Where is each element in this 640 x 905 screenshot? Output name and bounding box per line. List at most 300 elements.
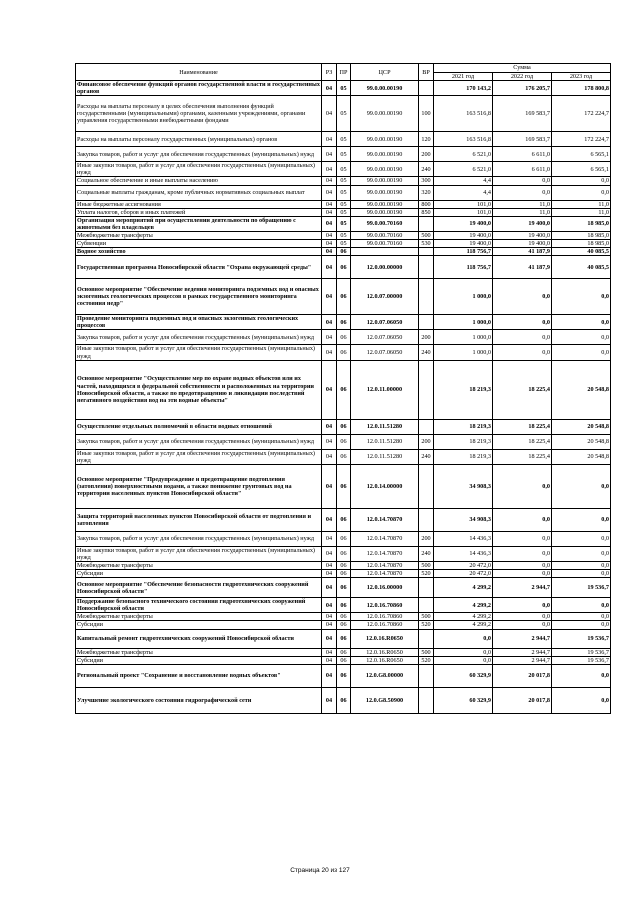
- table-row: [76, 132, 611, 147]
- row-sum-2021: 6 521,0: [434, 147, 493, 162]
- row-vr: 850: [419, 208, 434, 216]
- row-vr: [419, 508, 434, 531]
- row-pr: 06: [337, 279, 351, 315]
- row-sum-2022: 0,0: [493, 598, 552, 613]
- header-pr: ПР: [337, 64, 351, 81]
- row-rz: 04: [322, 315, 337, 330]
- row-sum-2021: 14 436,3: [434, 531, 493, 546]
- row-rz: 04: [322, 185, 337, 200]
- row-rz: 04: [322, 570, 337, 578]
- row-rz: 04: [322, 656, 337, 664]
- row-csr: 12.0.14.70870: [351, 561, 419, 569]
- row-rz: 04: [322, 613, 337, 621]
- row-vr: 520: [419, 570, 434, 578]
- row-sum-2023: 0,0: [552, 621, 611, 629]
- row-vr: 200: [419, 434, 434, 449]
- row-name: Иные закупки товаров, работ и услуг для обеспечения государственных (муниципальных) нужд: [76, 162, 322, 177]
- row-sum-2022: 169 583,7: [493, 96, 552, 132]
- row-csr: 12.0.07.06050: [351, 345, 419, 360]
- header-name: Наименование: [76, 64, 322, 81]
- row-pr: 05: [337, 147, 351, 162]
- table-row: [76, 208, 611, 216]
- row-pr: 05: [337, 231, 351, 239]
- table-body: [76, 81, 611, 714]
- row-pr: 06: [337, 434, 351, 449]
- row-sum-2023: 11,0: [552, 200, 611, 208]
- row-sum-2022: 2 944,7: [493, 629, 552, 648]
- row-sum-2023: 6 565,1: [552, 162, 611, 177]
- row-sum-2023: 19 536,7: [552, 656, 611, 664]
- row-rz: 04: [322, 531, 337, 546]
- row-sum-2023: 20 548,8: [552, 449, 611, 464]
- row-rz: 04: [322, 240, 337, 248]
- row-pr: 05: [337, 96, 351, 132]
- row-pr: 05: [337, 216, 351, 231]
- row-vr: 240: [419, 546, 434, 561]
- row-vr: 500: [419, 613, 434, 621]
- row-csr: 99.0.00.00190: [351, 96, 419, 132]
- row-csr: 12.0.16.R0650: [351, 656, 419, 664]
- row-pr: 06: [337, 508, 351, 531]
- row-sum-2021: 0,0: [434, 656, 493, 664]
- table-row: [76, 216, 611, 231]
- row-pr: 06: [337, 531, 351, 546]
- header-year-2022: 2022 год: [493, 73, 552, 81]
- row-sum-2021: 4 299,2: [434, 598, 493, 613]
- row-sum-2022: 0,0: [493, 315, 552, 330]
- row-pr: 06: [337, 248, 351, 256]
- row-csr: 12.0.16.70860: [351, 613, 419, 621]
- row-pr: 05: [337, 132, 351, 147]
- row-csr: 99.0.00.00190: [351, 162, 419, 177]
- row-sum-2022: 0,0: [493, 613, 552, 621]
- row-pr: 06: [337, 256, 351, 279]
- row-pr: 05: [337, 200, 351, 208]
- row-rz: 04: [322, 508, 337, 531]
- row-sum-2023: 20 548,8: [552, 360, 611, 419]
- row-pr: 06: [337, 449, 351, 464]
- table-row: [76, 345, 611, 360]
- row-name: Основное мероприятие "Осуществление мер по охране водных объектов или их частей, находящихся в федеральной собственности и расположенных на территории Новосибирской области, а также по предотвращению и ликвидации последствий негативного воздействия вод на эти водные объекты": [76, 360, 322, 419]
- row-name: Поддержание безопасного технического состояния гидротехнических сооружений Новосибирской области: [76, 598, 322, 613]
- row-csr: 99.0.00.00190: [351, 208, 419, 216]
- row-sum-2022: 19 400,0: [493, 231, 552, 239]
- row-pr: 05: [337, 185, 351, 200]
- row-sum-2022: 41 187,9: [493, 256, 552, 279]
- row-sum-2021: 34 908,3: [434, 508, 493, 531]
- row-sum-2023: 0,0: [552, 613, 611, 621]
- row-sum-2023: 19 536,7: [552, 648, 611, 656]
- row-rz: 04: [322, 81, 337, 96]
- row-sum-2021: 4 299,2: [434, 578, 493, 598]
- row-sum-2021: 1 000,0: [434, 315, 493, 330]
- row-csr: 12.0.00.00000: [351, 256, 419, 279]
- row-rz: 04: [322, 200, 337, 208]
- row-pr: 05: [337, 240, 351, 248]
- row-sum-2022: 2 944,7: [493, 648, 552, 656]
- row-sum-2021: 18 219,3: [434, 360, 493, 419]
- row-pr: 06: [337, 648, 351, 656]
- row-sum-2022: 18 225,4: [493, 449, 552, 464]
- row-vr: [419, 664, 434, 687]
- row-pr: 05: [337, 162, 351, 177]
- row-rz: 04: [322, 279, 337, 315]
- row-pr: 06: [337, 464, 351, 508]
- row-name: Организация мероприятий при осуществлении деятельности по обращению с животными без владельцев: [76, 216, 322, 231]
- row-pr: 06: [337, 664, 351, 687]
- row-csr: 99.0.00.70160: [351, 231, 419, 239]
- row-sum-2023: 40 085,5: [552, 256, 611, 279]
- row-csr: 99.0.00.70160: [351, 240, 419, 248]
- row-csr: 12.0.G8.00000: [351, 664, 419, 687]
- row-sum-2023: 19 536,7: [552, 578, 611, 598]
- row-rz: 04: [322, 360, 337, 419]
- row-rz: 04: [322, 345, 337, 360]
- row-csr: 12.0.11.51280: [351, 419, 419, 434]
- row-name: Иные бюджетные ассигнования: [76, 200, 322, 208]
- row-csr: [351, 248, 419, 256]
- row-rz: 04: [322, 248, 337, 256]
- row-name: Защита территорий населенных пунктов Новосибирской области от подтопления и затопления: [76, 508, 322, 531]
- row-pr: 06: [337, 613, 351, 621]
- row-name: Субсидии: [76, 621, 322, 629]
- row-sum-2022: 19 400,0: [493, 216, 552, 231]
- table-row: [76, 578, 611, 598]
- table-row: [76, 162, 611, 177]
- row-name: Субвенции: [76, 240, 322, 248]
- row-pr: 06: [337, 621, 351, 629]
- row-rz: 04: [322, 546, 337, 561]
- row-name: Социальные выплаты гражданам, кроме публичных нормативных социальных выплат: [76, 185, 322, 200]
- row-csr: 12.0.07.00000: [351, 279, 419, 315]
- row-sum-2023: 0,0: [552, 531, 611, 546]
- row-csr: 12.0.11.51280: [351, 434, 419, 449]
- row-vr: [419, 248, 434, 256]
- table-row: [76, 648, 611, 656]
- row-csr: 99.0.00.00190: [351, 200, 419, 208]
- row-sum-2023: 18 985,0: [552, 216, 611, 231]
- table-row: [76, 279, 611, 315]
- table-row: [76, 629, 611, 648]
- table-row: [76, 508, 611, 531]
- row-rz: 04: [322, 561, 337, 569]
- row-rz: 04: [322, 687, 337, 713]
- row-sum-2023: 19 536,7: [552, 629, 611, 648]
- row-name: Региональный проект "Сохранение и восстановление водных объектов": [76, 664, 322, 687]
- row-csr: 12.0.14.00000: [351, 464, 419, 508]
- row-sum-2021: 6 521,0: [434, 162, 493, 177]
- row-sum-2023: 18 985,0: [552, 240, 611, 248]
- row-sum-2021: 101,0: [434, 200, 493, 208]
- row-sum-2022: 0,0: [493, 531, 552, 546]
- row-vr: [419, 279, 434, 315]
- row-sum-2021: 170 143,2: [434, 81, 493, 96]
- row-sum-2021: 18 219,3: [434, 419, 493, 434]
- row-rz: 04: [322, 464, 337, 508]
- row-sum-2021: 118 756,7: [434, 248, 493, 256]
- row-rz: 04: [322, 208, 337, 216]
- row-vr: [419, 315, 434, 330]
- row-sum-2022: 18 225,4: [493, 360, 552, 419]
- row-rz: 04: [322, 449, 337, 464]
- row-vr: [419, 578, 434, 598]
- row-rz: 04: [322, 216, 337, 231]
- row-csr: 12.0.16.R0650: [351, 648, 419, 656]
- row-sum-2022: 169 583,7: [493, 132, 552, 147]
- row-sum-2021: 18 219,3: [434, 449, 493, 464]
- row-sum-2022: 2 944,7: [493, 578, 552, 598]
- row-name: Государственная программа Новосибирской области "Охрана окружающей среды": [76, 256, 322, 279]
- table-row: [76, 360, 611, 419]
- row-sum-2023: 0,0: [552, 664, 611, 687]
- row-pr: 06: [337, 330, 351, 345]
- row-vr: 320: [419, 185, 434, 200]
- row-rz: 04: [322, 231, 337, 239]
- row-sum-2021: 4,4: [434, 185, 493, 200]
- row-vr: 520: [419, 656, 434, 664]
- row-vr: 240: [419, 345, 434, 360]
- row-sum-2023: 178 800,8: [552, 81, 611, 96]
- row-sum-2022: 11,0: [493, 208, 552, 216]
- row-vr: 520: [419, 621, 434, 629]
- row-vr: [419, 464, 434, 508]
- row-csr: 12.0.14.70870: [351, 508, 419, 531]
- row-vr: [419, 629, 434, 648]
- row-rz: 04: [322, 629, 337, 648]
- row-csr: 12.0.11.51280: [351, 449, 419, 464]
- header-year-2021: 2021 год: [434, 73, 493, 81]
- table-row: [76, 315, 611, 330]
- row-pr: 06: [337, 598, 351, 613]
- row-rz: 04: [322, 434, 337, 449]
- row-pr: 05: [337, 177, 351, 185]
- row-name: Закупка товаров, работ и услуг для обеспечения государственных (муниципальных) нужд: [76, 434, 322, 449]
- row-name: Капитальный ремонт гидротехнических сооружений Новосибирской области: [76, 629, 322, 648]
- row-sum-2021: 163 516,8: [434, 96, 493, 132]
- table-row: [76, 687, 611, 713]
- row-csr: 99.0.00.70160: [351, 216, 419, 231]
- row-sum-2022: 2 944,7: [493, 656, 552, 664]
- row-sum-2021: 20 472,0: [434, 561, 493, 569]
- row-sum-2021: 19 400,0: [434, 231, 493, 239]
- row-pr: 06: [337, 570, 351, 578]
- table-row: [76, 330, 611, 345]
- row-vr: [419, 256, 434, 279]
- row-rz: 04: [322, 330, 337, 345]
- row-name: Финансовое обеспечение функций органов государственной власти и государственных органов: [77, 81, 320, 96]
- row-sum-2021: 20 472,0: [434, 570, 493, 578]
- row-sum-2021: 19 400,0: [434, 216, 493, 231]
- row-sum-2022: 0,0: [493, 508, 552, 531]
- table-row: [76, 664, 611, 687]
- row-rz: 04: [322, 621, 337, 629]
- budget-table: [75, 63, 611, 714]
- row-sum-2022: 0,0: [493, 546, 552, 561]
- row-sum-2023: 0,0: [552, 687, 611, 713]
- row-name: Основное мероприятие "Предупреждение и предотвращение подтопления (затопления) поверхностными водами, а также понижение грунтовых вод на территории населенных пунктов Новосибирской области": [76, 464, 322, 508]
- row-rz: 04: [322, 96, 337, 132]
- row-sum-2023: 40 085,5: [552, 248, 611, 256]
- row-pr: 06: [337, 360, 351, 419]
- row-csr: 12.0.07.06050: [351, 330, 419, 345]
- row-sum-2023: 0,0: [552, 315, 611, 330]
- row-csr: 99.0.00.00190: [351, 132, 419, 147]
- table-row: [76, 621, 611, 629]
- row-pr: 06: [337, 561, 351, 569]
- table-row: [76, 96, 611, 132]
- row-sum-2022: 6 611,0: [493, 162, 552, 177]
- row-sum-2023: 0,0: [552, 561, 611, 569]
- row-sum-2022: 6 611,0: [493, 147, 552, 162]
- row-rz: 04: [322, 177, 337, 185]
- row-pr: 06: [337, 345, 351, 360]
- row-csr: 12.0.16.R0650: [351, 629, 419, 648]
- row-rz: 04: [322, 132, 337, 147]
- row-name: Субсидии: [76, 656, 322, 664]
- row-pr: 05: [337, 81, 351, 96]
- table-row: [76, 613, 611, 621]
- row-name: Проведение мониторинга подземных вод и опасных экзогенных геологических процессов: [76, 315, 322, 330]
- row-rz: 04: [322, 648, 337, 656]
- row-pr: 06: [337, 656, 351, 664]
- header-sums: Сумма: [434, 64, 611, 73]
- table-row: [76, 240, 611, 248]
- row-rz: 04: [322, 147, 337, 162]
- row-sum-2023: 0,0: [552, 177, 611, 185]
- row-vr: 500: [419, 561, 434, 569]
- row-name: Закупка товаров, работ и услуг для обеспечения государственных (муниципальных) нужд: [76, 531, 322, 546]
- table-row: [76, 464, 611, 508]
- row-vr: 500: [419, 231, 434, 239]
- row-name: Уплата налогов, сборов и иных платежей: [76, 208, 322, 216]
- row-sum-2022: 20 017,8: [493, 687, 552, 713]
- row-sum-2022: 0,0: [493, 177, 552, 185]
- row-pr: 06: [337, 687, 351, 713]
- header-vr: ВР: [419, 64, 434, 81]
- row-sum-2022: 0,0: [493, 570, 552, 578]
- table-row: [76, 561, 611, 569]
- row-name: Иные закупки товаров, работ и услуг для обеспечения государственных (муниципальных) нужд: [76, 345, 322, 360]
- row-name: Расходы на выплаты персоналу государственных (муниципальных) органов: [76, 132, 322, 147]
- row-sum-2022: 0,0: [493, 464, 552, 508]
- row-sum-2023: 0,0: [552, 330, 611, 345]
- row-vr: [419, 216, 434, 231]
- row-sum-2023: 0,0: [552, 508, 611, 531]
- table-row: [76, 434, 611, 449]
- row-sum-2021: 60 329,9: [434, 664, 493, 687]
- row-sum-2022: 41 187,9: [493, 248, 552, 256]
- row-pr: 06: [337, 578, 351, 598]
- row-sum-2022: 176 205,7: [493, 81, 552, 96]
- header-csr: ЦСР: [351, 64, 419, 81]
- table-row: [76, 531, 611, 546]
- row-vr: [419, 419, 434, 434]
- row-sum-2021: 1 000,0: [434, 330, 493, 345]
- row-sum-2021: 101,0: [434, 208, 493, 216]
- row-csr: 12.0.G8.50900: [351, 687, 419, 713]
- row-pr: 06: [337, 315, 351, 330]
- header-rz: РЗ: [322, 64, 337, 81]
- table-row: [76, 449, 611, 464]
- row-vr: 120: [419, 132, 434, 147]
- row-sum-2021: 163 516,8: [434, 132, 493, 147]
- table-row: [76, 248, 611, 256]
- row-name: Межбюджетные трансферты: [76, 561, 322, 569]
- row-csr: 12.0.11.00000: [351, 360, 419, 419]
- header-year-2023: 2023 год: [552, 73, 611, 81]
- row-csr: 12.0.16.70860: [351, 598, 419, 613]
- table-row: [76, 147, 611, 162]
- row-csr: 12.0.16.70860: [351, 621, 419, 629]
- row-vr: [419, 360, 434, 419]
- row-vr: 240: [419, 162, 434, 177]
- row-name: Иные закупки товаров, работ и услуг для обеспечения государственных (муниципальных) нужд: [76, 449, 322, 464]
- row-vr: 240: [419, 449, 434, 464]
- row-sum-2022: 0,0: [493, 561, 552, 569]
- row-vr: 100: [419, 96, 434, 132]
- row-sum-2022: 0,0: [493, 330, 552, 345]
- row-name: Межбюджетные трансферты: [76, 231, 322, 239]
- row-sum-2022: 20 017,8: [493, 664, 552, 687]
- row-sum-2021: 14 436,3: [434, 546, 493, 561]
- row-name: Межбюджетные трансферты: [76, 648, 322, 656]
- table-row: [76, 177, 611, 185]
- row-sum-2023: 20 548,8: [552, 419, 611, 434]
- row-sum-2023: 0,0: [552, 598, 611, 613]
- row-sum-2021: 0,0: [434, 648, 493, 656]
- row-rz: 04: [322, 256, 337, 279]
- table-row: [76, 546, 611, 561]
- table-row: [76, 419, 611, 434]
- row-vr: [419, 687, 434, 713]
- row-sum-2021: 18 219,3: [434, 434, 493, 449]
- row-pr: 05: [337, 208, 351, 216]
- table-row: [76, 81, 611, 96]
- row-csr: 99.0.00.00190: [351, 147, 419, 162]
- row-csr: 12.0.07.06050: [351, 315, 419, 330]
- table-row: [76, 256, 611, 279]
- table-row: [76, 200, 611, 208]
- row-sum-2021: 1 000,0: [434, 279, 493, 315]
- row-name: Расходы на выплаты персоналу в целях обеспечения выполнения функций государственными (муниципальными) органами, казенными учреждениями, органами управления государственными внебюджетными фондами: [76, 96, 322, 132]
- table-row: [76, 598, 611, 613]
- row-rz: 04: [322, 419, 337, 434]
- row-sum-2023: 18 985,0: [552, 231, 611, 239]
- row-vr: 500: [419, 648, 434, 656]
- row-sum-2022: 18 225,4: [493, 419, 552, 434]
- row-name: Основное мероприятие "Обеспечение безопасности гидротехнических сооружений Новосибирской области": [76, 578, 322, 598]
- row-name: Осуществление отдельных полномочий в области водных отношений: [76, 419, 322, 434]
- row-sum-2022: 0,0: [493, 279, 552, 315]
- row-sum-2022: 18 225,4: [493, 434, 552, 449]
- row-name: Иные закупки товаров, работ и услуг для обеспечения государственных (муниципальных) нужд: [76, 546, 322, 561]
- row-sum-2023: 0,0: [552, 464, 611, 508]
- page-footer: Страница 20 из 127: [290, 867, 350, 874]
- row-sum-2023: 172 224,7: [552, 96, 611, 132]
- row-rz: 04: [322, 664, 337, 687]
- row-name: Закупка товаров, работ и услуг для обеспечения государственных (муниципальных) нужд: [76, 330, 322, 345]
- row-sum-2023: 172 224,7: [552, 132, 611, 147]
- row-sum-2021: 4,4: [434, 177, 493, 185]
- row-sum-2021: 4 299,2: [434, 613, 493, 621]
- row-sum-2022: 19 400,0: [493, 240, 552, 248]
- row-sum-2023: 0,0: [552, 570, 611, 578]
- row-rz: 04: [322, 162, 337, 177]
- row-csr: 12.0.16.00000: [351, 578, 419, 598]
- row-vr: 300: [419, 177, 434, 185]
- row-sum-2023: 0,0: [552, 345, 611, 360]
- row-csr: 12.0.14.70870: [351, 546, 419, 561]
